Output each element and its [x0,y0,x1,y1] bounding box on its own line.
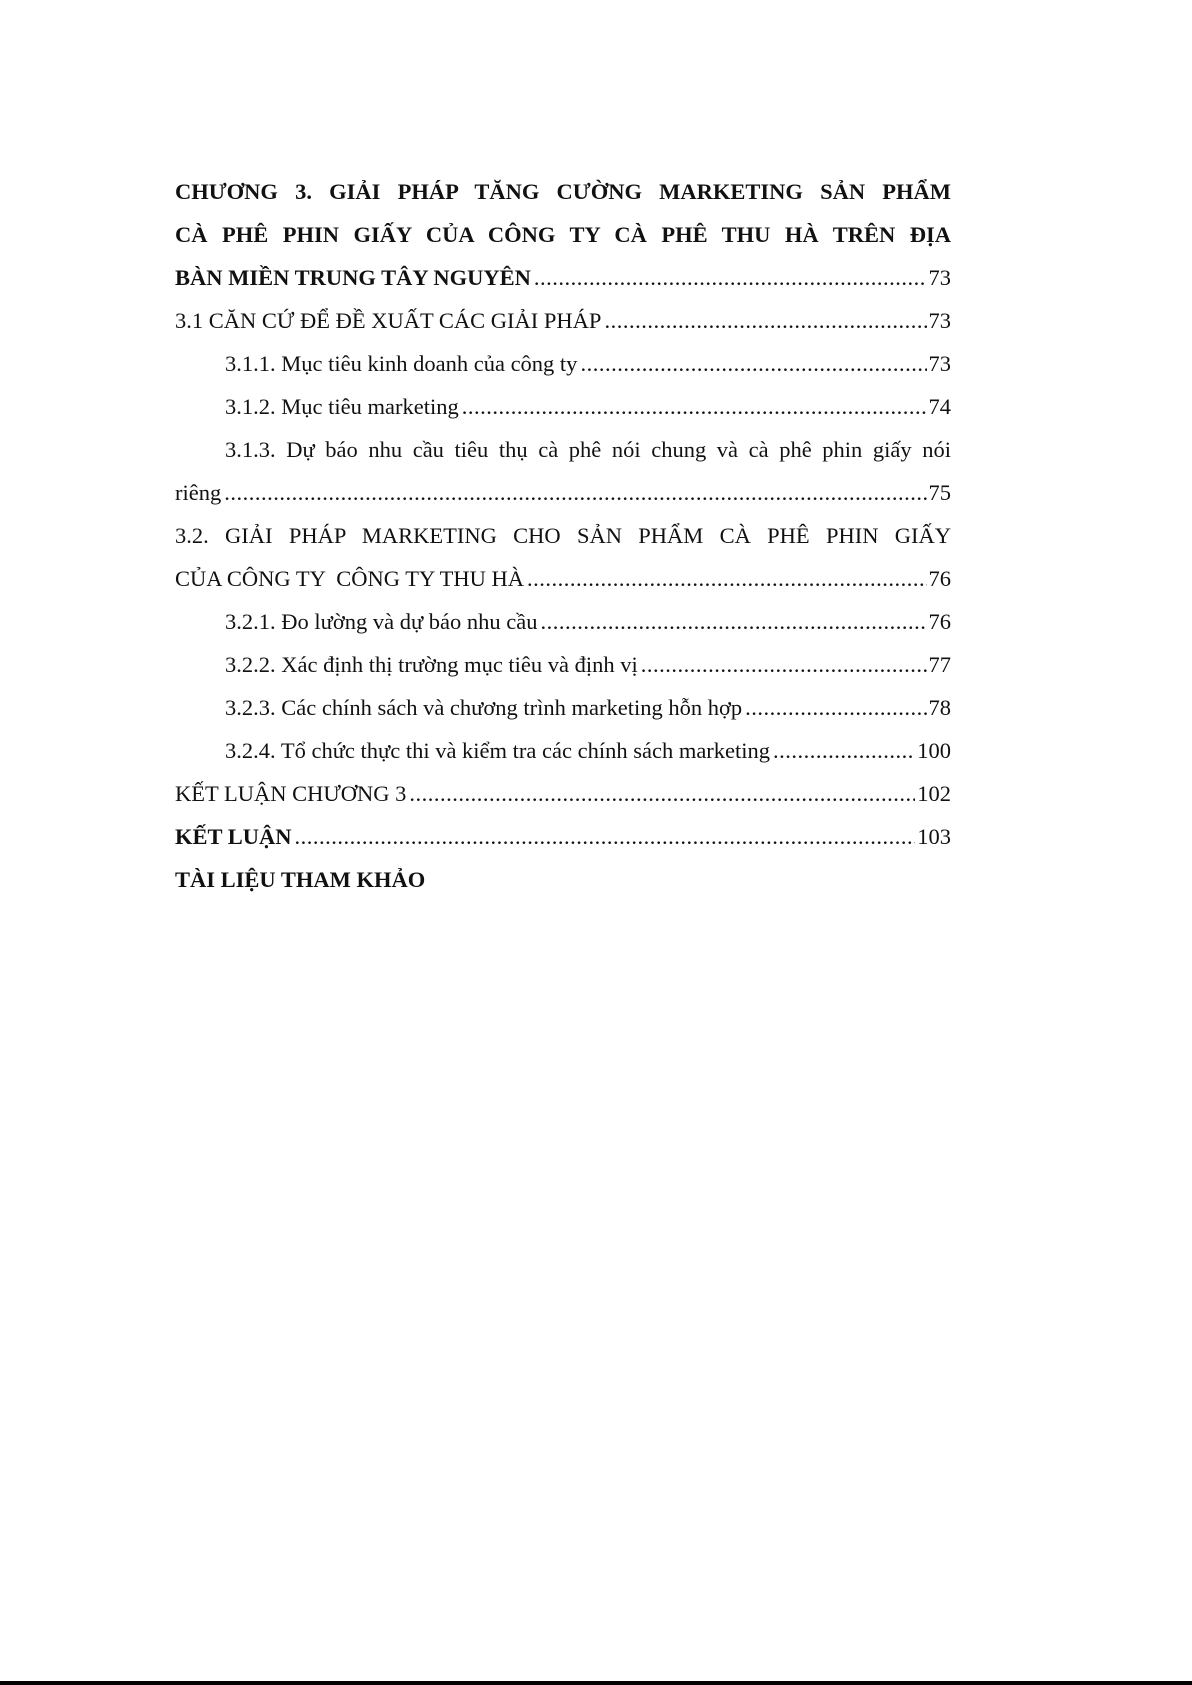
page-bottom-edge [0,1681,1192,1685]
dot-leader [462,385,927,428]
dot-leader [527,557,927,600]
toc-entry-3-1-2[interactable] [175,385,951,428]
page-number: 103 [917,824,951,849]
toc-entry-conclusion[interactable] [175,815,951,858]
page-number: 102 [917,781,951,806]
table-of-contents [175,170,951,901]
toc-entry-label: 3.2.2. Xác định thị trường mục tiêu và định vị [225,652,638,677]
page-number: 76 [928,609,951,634]
dot-leader [224,471,926,514]
dot-leader [580,342,926,385]
toc-entry-label: 3.1 CĂN CỨ ĐỂ ĐỀ XUẤT CÁC GIẢI PHÁP [175,308,602,333]
toc-entry-3-2-3[interactable] [175,686,951,729]
toc-entry-label: 3.2.1. Đo lường và dự báo nhu cầu [225,609,538,634]
dot-leader [641,643,927,686]
toc-entry-3-1-3-line1[interactable]: 3.1.3. Dự báo nhu cầu tiêu thụ cà phê nói chung và cà phê phin giấy nói [225,437,951,462]
dot-leader [745,686,926,729]
page-number: 77 [928,652,951,677]
page-number: 78 [928,695,951,720]
page-number: 73 [928,265,951,290]
toc-entry-label: KẾT LUẬN [175,824,292,849]
toc-entry-3-2-2[interactable] [175,643,951,686]
dot-leader [534,256,927,299]
toc-entry-3-2-4[interactable] [175,729,951,772]
dot-leader [409,772,915,815]
toc-entry-references[interactable]: TÀI LIỆU THAM KHẢO [175,867,426,892]
toc-entry-label: 3.2.4. Tổ chức thực thi và kiểm tra các chính sách marketing [225,738,771,763]
dot-leader [604,299,926,342]
toc-entry-chapter3[interactable] [175,256,951,299]
toc-chapter3-title-line3: BÀN MIỀN TRUNG TÂY NGUYÊN [175,265,531,290]
toc-entry-3-2-line1[interactable]: 3.2. GIẢI PHÁP MARKETING CHO SẢN PHẨM CÀ PHÊ PHIN GIẤY [175,523,951,548]
toc-entry-conclusion-chapter3[interactable] [175,772,951,815]
dot-leader [540,600,926,643]
toc-chapter3-title-line1: CHƯƠNG 3. GIẢI PHÁP TĂNG CƯỜNG MARKETING SẢN PHẨM [175,179,951,204]
toc-entry-3-1[interactable] [175,299,951,342]
toc-entry-3-1-3[interactable] [175,471,951,514]
dot-leader [773,729,915,772]
page-number: 74 [928,394,951,419]
toc-entry-label: 3.2.3. Các chính sách và chương trình marketing hỗn hợp [225,695,743,720]
toc-entry-label: 3.1.2. Mục tiêu marketing [225,394,459,419]
toc-entry-label: riêng [175,480,222,505]
toc-entry-label: KẾT LUẬN CHƯƠNG 3 [175,781,407,806]
page-number: 75 [928,480,951,505]
toc-entry-label: CỦA CÔNG TY CÔNG TY THU HÀ [175,566,524,591]
toc-entry-3-2[interactable] [175,557,951,600]
toc-entry-3-1-1[interactable] [175,342,951,385]
page-number: 100 [917,738,951,763]
toc-chapter3-title-line2: CÀ PHÊ PHIN GIẤY CỦA CÔNG TY CÀ PHÊ THU HÀ TRÊN ĐỊA [175,222,951,247]
toc-entry-3-2-1[interactable] [175,600,951,643]
page-number: 73 [928,308,951,333]
page-number: 76 [928,566,951,591]
dot-leader [295,815,916,858]
page-number: 73 [928,351,951,376]
toc-entry-label: 3.1.1. Mục tiêu kinh doanh của công ty [225,351,578,376]
